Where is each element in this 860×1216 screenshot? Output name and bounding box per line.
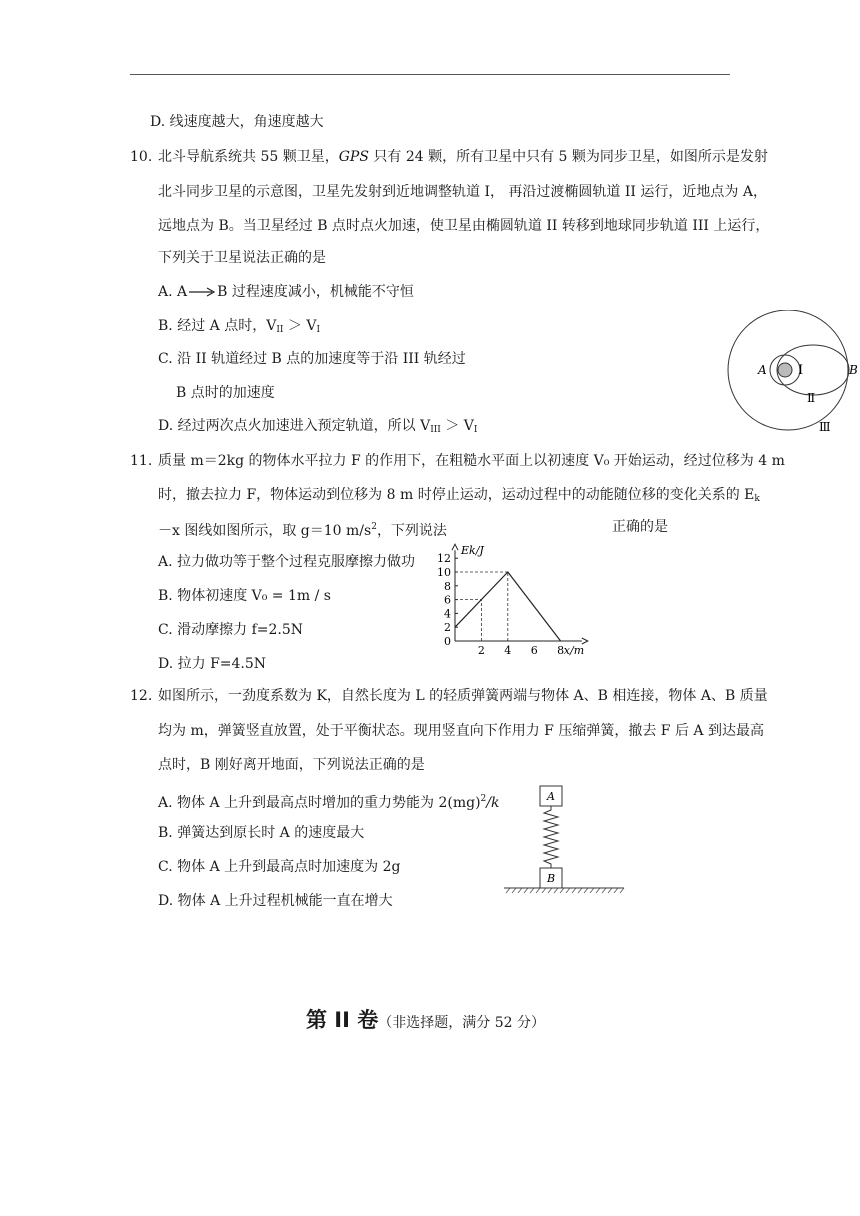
point-b-label: B	[849, 363, 858, 377]
arrow-icon	[188, 286, 216, 298]
q10-stem-line4: 下列关于卫星说法正确的是	[158, 250, 326, 266]
x-tick-label: 2	[477, 644, 485, 657]
orbit-diagram	[722, 310, 860, 440]
q11-number: 11.	[130, 453, 153, 469]
q10-option-c-line2: B 点时的加速度	[176, 385, 275, 401]
q12-stem-line1: 如图所示，一劲度系数为 K，自然长度为 L 的轻质弹簧两端与物体 A、B 相连接，物体 A、B 质量	[158, 688, 768, 704]
q9-option-d: D. 线速度越大，角速度越大	[150, 114, 324, 130]
q10-option-c-line1: C. 沿 II 轨道经过 B 点的加速度等于沿 III 轨经过	[158, 351, 466, 367]
y-tick-label: 2	[444, 621, 451, 635]
spring-diagram	[500, 780, 630, 900]
q11-stem-line2: 时，撤去拉力 F，物体运动到位移为 8 m 时停止运动，运动过程中的动能随位移的变化关系的 $E_k$	[158, 487, 760, 504]
y-axis-label: Ek/J	[461, 544, 484, 558]
ground-hatch	[506, 888, 624, 893]
section-title: 第 II 卷（非选择题，满分 52 分）	[306, 1008, 545, 1032]
q12-option-b: B. 弹簧达到原长时 A 的速度最大	[158, 825, 365, 841]
section-note: （非选择题，满分 52 分）	[378, 1015, 545, 1031]
x-tick-label: 6	[530, 644, 538, 657]
y-tick-label: 8	[444, 579, 451, 593]
y-axis-arrow-icon	[452, 544, 458, 550]
block-b-label: B	[547, 872, 556, 885]
y-tick-label: 6	[444, 593, 451, 607]
q11-stem-line1: 质量 m＝2kg 的物体水平拉力 F 的作用下，在粗糙水平面上以初速度 V₀ 开始运动，经过位移为 4 m	[158, 453, 785, 469]
q12-option-c: C. 物体 A 上升到最高点时加速度为 2g	[158, 859, 401, 875]
q10-option-b: B. 经过 A 点时，$V_{II} > V_I$	[158, 318, 321, 335]
q11-stem-line3: －x 图线如图所示，取 g＝10 $m/s^2$，下列说法	[158, 522, 447, 539]
q11-option-a: A. 拉力做功等于整个过程克服摩擦力做功	[158, 554, 416, 570]
q12-number: 12.	[130, 688, 153, 704]
y-tick-label: 0	[444, 635, 451, 648]
q10-option-a: A. A B 过程速度减小，机械能不守恒	[158, 284, 414, 300]
q11-stem-line3-end: 正确的是	[612, 519, 668, 535]
q12-option-d: D. 物体 A 上升过程机械能一直在增大	[158, 893, 393, 909]
q10-stem-line2: 北斗同步卫星的示意图，卫星先发射到近地调整轨道 I， 再沿过渡椭圆轨道 II 运行，近地点为 A，	[158, 184, 767, 200]
orbit-ii-label: Ⅱ	[807, 391, 816, 405]
x-tick-label: 4	[504, 644, 512, 657]
orbit-iii-label: Ⅲ	[819, 420, 831, 434]
q11-option-b: B. 物体初速度 V₀ = 1m / s	[158, 588, 331, 604]
point-a-label: A	[758, 363, 767, 377]
header-rule	[130, 74, 730, 75]
ek-x-chart	[425, 526, 615, 658]
y-tick-label: 4	[444, 607, 451, 621]
spring-icon	[544, 806, 558, 868]
q10-stem-line3: 远地点为 B。当卫星经过 B 点时点火加速，使卫星由椭圆轨道 II 转移到地球同步轨道 III 上运行，	[158, 218, 770, 234]
q12-option-a: A. 物体 A 上升到最高点时增加的重力势能为 2(mg)$^2$/k	[158, 794, 500, 811]
q10-stem-line1: 北斗导航系统共 55 颗卫星，GPS 只有 24 颗，所有卫星中只有 5 颗为同步卫星，如图所示是发射	[158, 149, 768, 165]
q10-number: 10.	[130, 149, 153, 165]
q11-option-d: D. 拉力 F=4.5N	[158, 656, 267, 672]
orbit-i-label: I	[798, 363, 804, 378]
q10-option-d: D. 经过两次点火加速进入预定轨道，所以 $V_{III} > V_I$	[158, 418, 478, 435]
q11-option-c: C. 滑动摩擦力 f=2.5N	[158, 622, 303, 638]
y-tick-label: 12	[437, 552, 451, 566]
q12-stem-line3: 点时，B 刚好离开地面，下列说法正确的是	[158, 757, 425, 773]
earth-icon	[778, 363, 792, 377]
block-a-label: A	[547, 790, 555, 803]
x-axis-label: x/m	[563, 644, 585, 657]
q12-stem-line2: 均为 m，弹簧竖直放置，处于平衡状态。现用竖直向下作用力 F 压缩弹簧，撤去 F 后 A 到达最高	[158, 723, 764, 739]
x-tick-label: 8	[557, 644, 565, 657]
y-tick-label: 10	[437, 566, 451, 579]
